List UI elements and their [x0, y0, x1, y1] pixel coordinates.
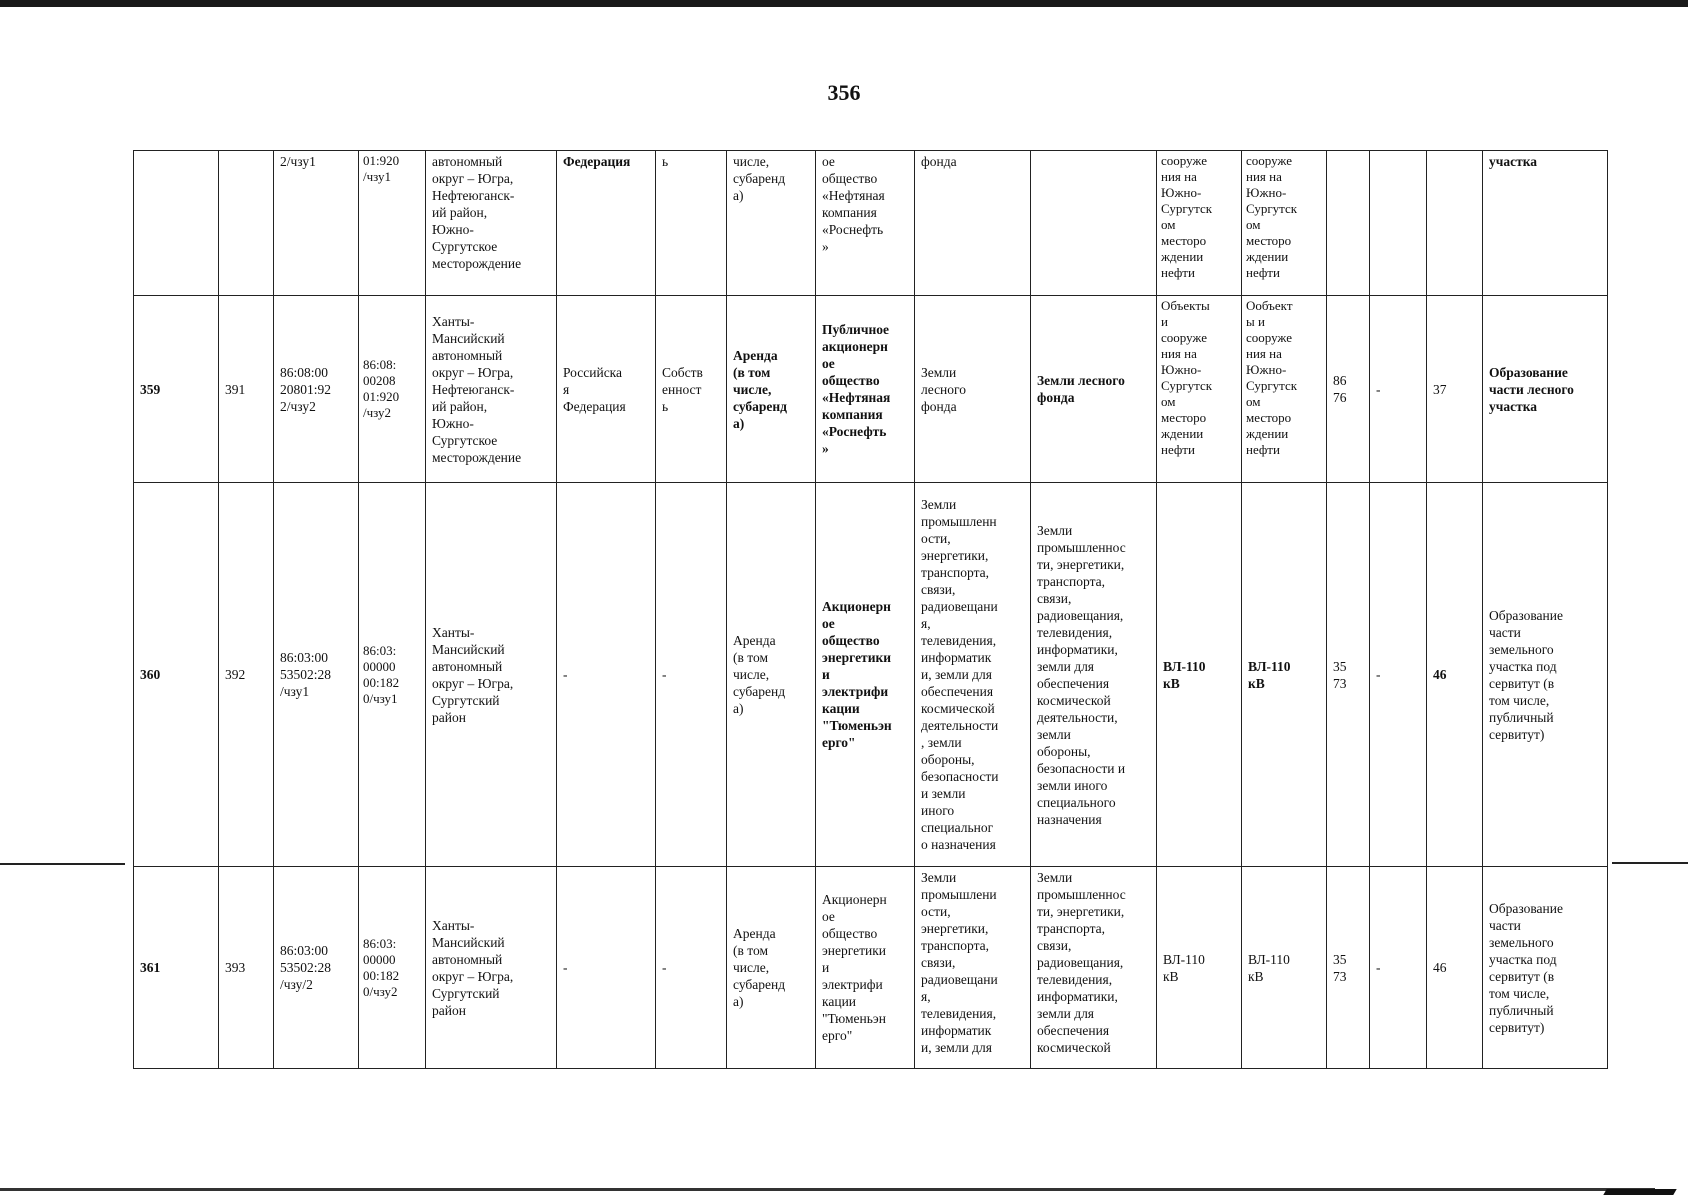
term: 46 — [1427, 867, 1483, 1069]
purpose: Образование части лесного участка — [1483, 296, 1608, 483]
encumbrance: Аренда (в том числе, субаренд а) — [727, 483, 816, 867]
area: 35 73 — [1327, 483, 1370, 867]
cadastral-number: 2/чзу1 — [274, 151, 359, 296]
owner: - — [557, 867, 656, 1069]
plot-id: 392 — [219, 483, 274, 867]
object-2: сооруже ния на Южно- Сургутск ом месторо ждении нефти — [1242, 151, 1327, 296]
object-2: ВЛ-110 кВ — [1242, 483, 1327, 867]
right-margin-mark — [1612, 862, 1688, 864]
dash-cell: - — [1370, 296, 1427, 483]
object: сооруже ния на Южно- Сургутск ом месторо ждении нефти — [1157, 151, 1242, 296]
area: 86 76 — [1327, 296, 1370, 483]
left-margin-mark — [0, 863, 125, 865]
table-row — [134, 867, 1608, 1069]
right-type: Собств енност ь — [656, 296, 727, 483]
purpose: участка — [1483, 151, 1608, 296]
land-plots-table — [133, 150, 1608, 1069]
object: ВЛ-110 кВ — [1157, 867, 1242, 1069]
row-number: 359 — [134, 296, 219, 483]
cadastral-number: 86:03:00 53502:28 /чзу/2 — [274, 867, 359, 1069]
owner: Российска я Федерация — [557, 296, 656, 483]
purpose: Образование части земельного участка под сервитут (в том числе, публичный сервитут) — [1483, 867, 1608, 1069]
location: Ханты- Мансийский автономный округ – Югра, Нефтеюганск- ий район, Южно- Сургутское месторождение — [426, 296, 557, 483]
table-row — [134, 483, 1608, 867]
area — [1327, 151, 1370, 296]
owner: Федерация — [557, 151, 656, 296]
location: автономный округ – Югра, Нефтеюганск- ий район, Южно- Сургутское месторождение — [426, 151, 557, 296]
object-2: ВЛ-110 кВ — [1242, 867, 1327, 1069]
dash-cell: - — [1370, 867, 1427, 1069]
table-row — [134, 296, 1608, 483]
rights-holder: Публичное акционерн ое общество «Нефтяная компания «Роснефть » — [816, 296, 915, 483]
object: Объекты и сооруже ния на Южно- Сургутск ом месторо ждении нефти — [1157, 296, 1242, 483]
land-category-2 — [1031, 151, 1157, 296]
owner: - — [557, 483, 656, 867]
land-category-2: Земли промышленнос ти, энергетики, транспорта, связи, радиовещания, телевидения, информатики, земли для обеспечения космической — [1031, 867, 1157, 1069]
parent-cadastral-number: 01:920 /чзу1 — [359, 151, 426, 296]
term: 37 — [1427, 296, 1483, 483]
top-border-line — [0, 0, 1688, 7]
plot-id: 391 — [219, 296, 274, 483]
location: Ханты- Мансийский автономный округ – Югра, Сургутский район — [426, 867, 557, 1069]
right-type: - — [656, 483, 727, 867]
encumbrance: Аренда (в том числе, субаренд а) — [727, 296, 816, 483]
land-category: Земли промышленн ости, энергетики, транспорта, связи, радиовещани я, телевидения, информатик и, земли для обеспечения космической деятельности , земли обороны, безопасности и земли иного специальног о назначения — [915, 483, 1031, 867]
table-row — [134, 151, 1608, 296]
cadastral-number: 86:03:00 53502:28 /чзу1 — [274, 483, 359, 867]
parent-cadastral-number: 86:08: 00208 01:920 /чзу2 — [359, 296, 426, 483]
term: 46 — [1427, 483, 1483, 867]
parent-cadastral-number: 86:03: 00000 00:182 0/чзу2 — [359, 867, 426, 1069]
object-2: Ообъект ы и сооруже ния на Южно- Сургутск ом месторо ждении нефти — [1242, 296, 1327, 483]
page-number: 356 — [827, 80, 861, 105]
bottom-border-line — [0, 1188, 1655, 1191]
plot-id — [219, 151, 274, 296]
object: ВЛ-110 кВ — [1157, 483, 1242, 867]
dash-cell — [1370, 151, 1427, 296]
location: Ханты- Мансийский автономный округ – Югра, Сургутский район — [426, 483, 557, 867]
land-category: Земли лесного фонда — [915, 296, 1031, 483]
land-category: Земли промышлени ости, энергетики, транспорта, связи, радиовещани я, телевидения, информатик и, земли для — [915, 867, 1031, 1069]
rights-holder: Акционерн ое общество энергетики и электрифи кации "Тюменьэн ерго" — [816, 867, 915, 1069]
purpose: Образование части земельного участка под сервитут (в том числе, публичный сервитут) — [1483, 483, 1608, 867]
term — [1427, 151, 1483, 296]
right-type: ь — [656, 151, 727, 296]
rights-holder: Акционерн ое общество энергетики и электрифи кации "Тюменьэн ерго" — [816, 483, 915, 867]
rights-holder: ое общество «Нефтяная компания «Роснефть » — [816, 151, 915, 296]
encumbrance: числе, субаренд а) — [727, 151, 816, 296]
row-number: 361 — [134, 867, 219, 1069]
land-category-2: Земли промышленнос ти, энергетики, транспорта, связи, радиовещания, телевидения, информатики, земли для обеспечения космической деятельности, земли обороны, безопасности и земли иного специального назначения — [1031, 483, 1157, 867]
land-category: фонда — [915, 151, 1031, 296]
plot-id: 393 — [219, 867, 274, 1069]
cadastral-number: 86:08:00 20801:92 2/чзу2 — [274, 296, 359, 483]
encumbrance: Аренда (в том числе, субаренд а) — [727, 867, 816, 1069]
row-number — [134, 151, 219, 296]
land-category-2: Земли лесного фонда — [1031, 296, 1157, 483]
row-number: 360 — [134, 483, 219, 867]
dash-cell: - — [1370, 483, 1427, 867]
parent-cadastral-number: 86:03: 00000 00:182 0/чзу1 — [359, 483, 426, 867]
right-type: - — [656, 867, 727, 1069]
area: 35 73 — [1327, 867, 1370, 1069]
